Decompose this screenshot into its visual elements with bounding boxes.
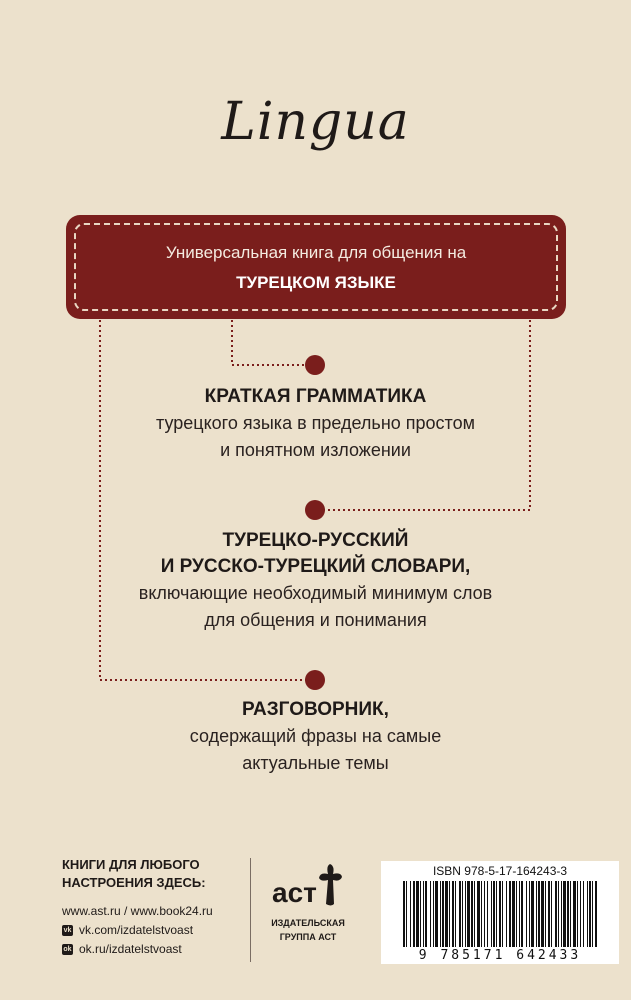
barcode-bar — [502, 881, 503, 947]
footer-title: НАСТРОЕНИЯ ЗДЕСЬ: — [62, 875, 206, 890]
footer-info — [62, 856, 262, 959]
barcode-bar — [529, 881, 530, 947]
barcode-bar — [531, 881, 534, 947]
barcode-bar — [499, 881, 501, 947]
barcode-bar — [445, 881, 448, 947]
barcode-bar — [583, 881, 584, 947]
barcode-bar — [577, 881, 578, 947]
barcode-bar — [420, 881, 421, 947]
isbn-number: ISBN 978-5-17-164243-3 — [432, 864, 568, 878]
barcode-bar — [592, 881, 593, 947]
barcode-bar — [481, 881, 482, 947]
barcode-bar — [484, 881, 485, 947]
section-body-line: и понятном изложении — [220, 440, 411, 460]
barcode-bar — [493, 881, 495, 947]
section-heading: ТУРЕЦКО-РУССКИЙ — [222, 530, 409, 551]
barcode-bar — [580, 881, 581, 947]
barcode-bar — [516, 881, 517, 947]
barcode-bar — [519, 881, 520, 947]
barcode-bar — [548, 881, 550, 947]
publisher-logo — [262, 860, 354, 943]
footer-divider — [250, 858, 251, 962]
barcode-bar — [536, 881, 537, 947]
barcode-bar — [538, 881, 540, 947]
barcode-bar — [589, 881, 591, 947]
svg-text:аст: аст — [272, 877, 317, 908]
barcode-bar — [595, 881, 597, 947]
section-body-line: для общения и понимания — [204, 610, 427, 630]
barcode-bar — [521, 881, 523, 947]
barcode-bar — [587, 881, 588, 947]
barcode-bar — [452, 881, 454, 947]
bullet-grammar — [305, 355, 325, 375]
section-dictionaries — [60, 528, 571, 634]
ok-icon: ok — [63, 946, 72, 953]
barcode-bar — [561, 881, 562, 947]
barcode-bar — [563, 881, 566, 947]
barcode-bar — [491, 881, 492, 947]
barcode-bar — [487, 881, 488, 947]
section-body-line: турецкого языка в предельно простом — [156, 413, 475, 433]
barcode-bar — [558, 881, 559, 947]
barcode-bar — [551, 881, 552, 947]
barcode-bar — [413, 881, 415, 947]
section-heading: КРАТКАЯ ГРАММАТИКА — [204, 386, 427, 407]
barcode-digits: 9 785171 642433 — [418, 948, 582, 963]
section-grammar — [60, 384, 571, 464]
banner-title: ТУРЕЦКОМ ЯЗЫКЕ — [236, 273, 396, 292]
footer-title: КНИГИ ДЛЯ ЛЮБОГО — [62, 857, 200, 872]
barcode-bar — [440, 881, 441, 947]
barcode-bar — [410, 881, 411, 947]
barcode-bar — [442, 881, 444, 947]
bullet-dictionaries — [305, 500, 325, 520]
barcode-bar — [433, 881, 434, 947]
barcode-bar — [459, 881, 461, 947]
barcode-bar — [512, 881, 515, 947]
section-heading: И РУССКО-ТУРЕЦКИЙ СЛОВАРИ, — [160, 556, 471, 577]
ast-logo-icon — [268, 860, 348, 910]
barcode-bar — [541, 881, 544, 947]
barcode-bar — [467, 881, 470, 947]
barcode-bar — [474, 881, 475, 947]
barcode-bar — [509, 881, 511, 947]
lingua-logo: Lingua — [221, 92, 410, 152]
bullet-phrasebook — [305, 670, 325, 690]
barcode — [381, 861, 619, 964]
barcode-bar — [567, 881, 569, 947]
ok-link[interactable]: ok ok.ru/izdatelstvoast — [63, 942, 182, 956]
barcode-bar — [403, 881, 405, 947]
barcode-bar — [425, 881, 427, 947]
section-phrasebook — [60, 697, 571, 777]
connector-to-grammar — [232, 320, 310, 365]
barcode-bar — [477, 881, 480, 947]
section-body-line: содержащий фразы на самые — [189, 726, 442, 746]
barcode-bar — [406, 881, 407, 947]
barcode-bar — [506, 881, 507, 947]
barcode-bar — [435, 881, 438, 947]
barcode-bar — [449, 881, 450, 947]
barcode-bar — [555, 881, 557, 947]
barcode-bar — [455, 881, 456, 947]
barcode-bar — [465, 881, 466, 947]
barcode-bar — [416, 881, 419, 947]
barcode-bar — [423, 881, 424, 947]
publisher-caption: ГРУППА АСТ — [279, 932, 337, 942]
section-body-line: включающие необходимый минимум слов — [138, 583, 493, 603]
barcode-bar — [526, 881, 527, 947]
barcode-bar — [471, 881, 473, 947]
footer-links — [62, 902, 262, 959]
barcode-bar — [462, 881, 463, 947]
barcode-bar — [496, 881, 497, 947]
section-heading: РАЗГОВОРНИК, — [242, 699, 389, 720]
publisher-caption: ИЗДАТЕЛЬСКАЯ — [271, 918, 345, 928]
banner-subtitle: Универсальная книга для общения на — [165, 243, 467, 262]
barcode-bar — [430, 881, 431, 947]
websites-link[interactable]: www.ast.ru / www.book24.ru — [62, 904, 213, 918]
section-body-line: актуальные темы — [242, 753, 389, 773]
vk-link[interactable]: vk vk.com/izdatelstvoast — [63, 923, 194, 937]
vk-icon: vk — [63, 927, 72, 934]
barcode-bar — [573, 881, 576, 947]
barcode-bar — [570, 881, 571, 947]
barcode-bar — [545, 881, 546, 947]
